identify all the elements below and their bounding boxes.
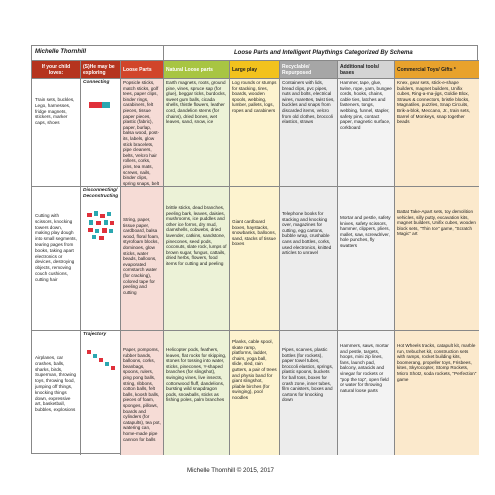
row-connecting-loose: Popsicle sticks, match sticks, golf tees, paper clips, binder rings, carabiners, felt pieces, tissue paper pieces, plastic (fabric), paper, burlap, balsa wood, post-its, labels, glow stick bracelets, pipe cleaners, belts, Velcro hair rollers, corks, pins, tea mats, screws, nails, binder clips, spring snaps, belt xyxy=(121,79,164,187)
row-disconnecting-recycle: Telephone books for stacking and knocking over, magazines for cutting, egg cartons, bubble wrap, crushable cans and bottles, corks, used electronics, knitted articles to unravel xyxy=(280,187,338,331)
schema-table xyxy=(31,45,478,454)
row-disconnecting-commercial: Battat Take-Apart sets, toy demolition vehicles, silly putty, excavation kits, magnet builders, Unifix cubes, wooden block sets, "Thin Ice" game, "Scratch Magic" art xyxy=(395,187,479,331)
row-disconnecting-tools: Mortar and pestle, safety knives, safety scissors, hammer, clippers, pliers, mallet, saw, screwdriver, hole punches, fly swatters xyxy=(338,187,395,331)
row-connecting-interest: Train sets, buckles, Lego, harnesses, fridge magnets, stickers, marker caps, shoes xyxy=(32,79,81,187)
table-title: Loose Parts and Intelligent Playthings Categorized By Schema xyxy=(164,46,479,61)
col-header-if-child: If your child loves: xyxy=(32,61,81,79)
row-trajectory-natural: Helicopter pods, feathers, leaves, flat rocks for skipping, stones for tossing into water, sticks, pinecones, Y-shaped branches (for slingshot), swinging vines, live insects, cottonwood fluff, dandelions, bursting wild snapdragon pods, snowballs, sticks as fishing poles, palm branches xyxy=(164,331,230,455)
row-connecting-natural: Earth magnets, roots, ground pine, vines, spruce sap (for glue), beggar ticks, burdocks, sweet gum balls, cicada shells, thistle flowers, leather cord, dandelion stems (for chains), dried bones, wet leaves, sand, snow, ice xyxy=(164,79,230,187)
row-disconnecting-large: Giant cardboard boxes, haystacks, snowbanks, balloons, sand, stacks of tissue boxes xyxy=(230,187,280,331)
schema-label-trajectory: Trajectory xyxy=(83,332,107,337)
row-trajectory-loose: Paper, pompoms, rubber bands, balloons, corks, beanbags, spoons, rulers, ping pong balls, string, ribbons, cotton balls, felt balls, koosh balls, pieces of foam, sponges, pillows, boards and cylinders (for catapults), tea pot, watering can, home-made pipe cannon for balls xyxy=(121,331,164,455)
row-connecting-schema xyxy=(81,79,121,187)
row-trajectory-tools: Hammers, saws, mortar and pestle, targets, hoops, mini zip lines, fans, launch pad, balcony, antacids and vinegar for rockets or "pop the top", open field or water for throwing natural loose parts xyxy=(338,331,395,455)
col-header-loose-parts: Loose Parts xyxy=(121,61,164,79)
col-header-schema: (S)He may be exploring xyxy=(81,61,121,79)
col-header-natural: Natural Loose parts xyxy=(164,61,230,79)
row-trajectory-commercial: Hot Wheels tracks, catapult kit, marble run, trebuchet kit, construction sets with ramps, rocket building kits, boomerang, propeller toys, Frisbees, kites, Skyrocopter, Stomp Rockets, Micro Shotz, soda rockets, "Perfection" game xyxy=(395,331,479,455)
row-disconnecting-interest: Cutting with scissors, knocking towers down, making play dough into small segments, tearing pages from books, taking apart electronics or devices, destroying objects, removing couch cushions, cutting hair xyxy=(32,187,81,331)
connecting-icon xyxy=(83,92,118,114)
schema-label-connecting: Connecting xyxy=(83,80,110,85)
col-header-tools: Additional tools/ bases xyxy=(338,61,395,79)
row-trajectory-schema xyxy=(81,331,121,455)
row-connecting-large: Log rounds or stumps for stacking, tires, boards, wooden spools, webbing, lumber, pallets, logs, ropes and carabiners xyxy=(230,79,280,187)
row-connecting-tools: Hammer, tape, glue, twine, rope, yarn, bungee cords, hooks, chains, cable ties, latches and fasteners, tongs, webbing, funnel, stapler, safety pins, contact paper, magnetic surface, corkboard xyxy=(338,79,395,187)
schema-label-disconnecting: Disconnecting/ Deconstructing xyxy=(83,188,119,199)
row-disconnecting-natural: brittle sticks, dead branches, peeling bark, leaves, daisies, mushrooms, ice puddles and other ice forms, dry mud, clamshells, cobwebs, dried lavender, catkins, sandstone, pinecones, seed pods, coconuts, slate rock, lumps of brown sugar, fungus, cattails, dried herbs, flowers, food items for cutting and peeling xyxy=(164,187,230,331)
row-trajectory-interest: Airplanes, car crashes, balls, sharks, birds, Superman, throwing toys, throwing food, jumping off things, knocking things down, expressive art, basketball, bubbles, explosions xyxy=(32,331,81,455)
author-title: Michelle Thornhill xyxy=(32,46,164,61)
row-disconnecting-schema xyxy=(81,187,121,331)
row-connecting-commercial: Knex, gear sets, stick-e-shape builders, magnet builders, Unifix cubes, Ring-a-ma-jigs, Goldie Blox, Straws & connectors, bristle blocks, Magnatiles, puzzles, Snap Circuits, Brik-a-blok, Meccano, Jr., train sets, Barrel of Monkeys, snap together beads xyxy=(395,79,479,187)
row-connecting-recycle: Containers with lids, bread clips, pvc pipes, nuts and bolts, electrical wires, marettes, twist ties, buckles and snaps from discarded items, velcro from old clothes, broccoli elastics, straws xyxy=(280,79,338,187)
col-header-large-play: Large play xyxy=(230,61,280,79)
row-disconnecting-loose: String, paper, tissue paper, cardboard, balsa wood, floral foam, styrofoam blocks, dominoes, glow sticks, water beads, balloons, evaporated cornstarch water (for cracking), colored tape for peeling and cutting xyxy=(121,187,164,331)
copyright-footer: Michelle Thornhill © 2015, 2017 xyxy=(187,467,274,474)
trajectory-icon xyxy=(83,344,118,384)
col-header-recyclable: Recyclable/ Repurposed xyxy=(280,61,338,79)
disconnecting-icon xyxy=(83,205,118,245)
row-trajectory-large: Planks, cable spool, skate ramp, platforms, ladder, chairs, yoga ball, slide, sled, rain gutters, a pair of trees and physio band for giant slingshot, pliable birches (for swinging), pool noodles xyxy=(230,331,280,455)
row-trajectory-recycle: Pipes, scarves, plastic bottles (for rockets), paper towel tubes, broccoli elastics, springs, plastic spoons, buckets for ball toss, boxes for crash zone, inner tubes, film canisters, boxes and cartons for knocking down xyxy=(280,331,338,455)
col-header-commercial: Commercial Toys/ Gifts * xyxy=(395,61,479,79)
